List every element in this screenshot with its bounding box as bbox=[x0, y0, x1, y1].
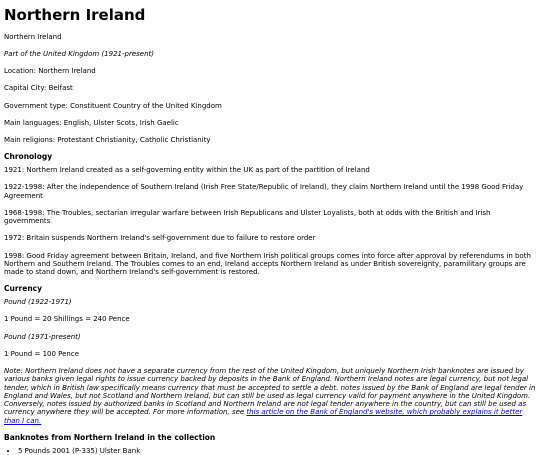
banknotes-list bbox=[4, 447, 536, 455]
government-line: Government type: Constituent Country of the United Kingdom bbox=[4, 101, 222, 110]
location-line: Location: Northern Ireland bbox=[4, 67, 96, 75]
chronology-event: 1972: Britain suspends Northern Ireland's self-government due to failure to restore order bbox=[4, 234, 316, 243]
page-title: Northern Ireland bbox=[4, 6, 146, 24]
country-name: Northern Ireland bbox=[4, 32, 62, 41]
banknotes-heading: Banknotes from Northern Ireland in the collection bbox=[4, 432, 216, 442]
capital-line: Capital City: Belfast bbox=[4, 84, 73, 93]
bank-of-england-link[interactable]: this article on the Bank of England's website, which probably explains it better than I can. bbox=[4, 408, 523, 425]
country-status: Part of the United Kingdom (1921-present) bbox=[4, 49, 155, 58]
currency-rate-2: 1 Pound = 100 Pence bbox=[4, 349, 80, 358]
chronology-section bbox=[4, 153, 536, 276]
chronology-heading: Chronology bbox=[4, 152, 53, 162]
currency-rate-1: 1 Pound = 20 Shillings = 240 Pence bbox=[4, 315, 130, 324]
currency-note-text: Note: Northern Ireland does not have a separate currency from the rest of the United Kingdom, but uniquely Northern Irish banknotes are issued by various banks given legal rights to issue currency backed by deposits in the Bank of England. Northern Ireland notes are legal currency, but not legal tender, which in British law specifically means currency that must be accepted to settle a debt. notes issued by the Bank of England are legal tender in England and Wales, but not Scotland and Northern Ireland, but can still be used as legal currency valid for payment anywhere in the United Kingdom. Conversely, notes issued by authorized banks in Scotland and Northern Ireland are not legal tender anywhere in the country, but can still be used as currency anywhere they will be accepted. For more information, see bbox=[4, 367, 536, 417]
banknotes-section bbox=[4, 434, 536, 455]
currency-period-2: Pound (1971-present) bbox=[4, 332, 81, 341]
currency-note bbox=[4, 367, 535, 425]
currency-section bbox=[4, 285, 536, 425]
currency-period-1: Pound (1922-1971) bbox=[4, 298, 72, 307]
religions-line: Main religions: Protestant Christianity, Catholic Christianity bbox=[4, 136, 211, 144]
chronology-event: 1998: Good Friday agreement between Britain, Ireland, and five Northern Irish political groups comes into force after approval by referendums in both Northern and Southern Ireland. The Troubles comes to an end, Ireland accepts Northern Ireland as under British sovereignty, paramilitary groups are made to stand down, and Northern Ireland's self-government is restored. bbox=[4, 251, 531, 277]
languages-line: Main languages: English, Ulster Scots, Irish Gaelic bbox=[4, 118, 179, 127]
chronology-event: 1921: Northern Ireland created as a self-governing entity within the UK as part of the partition of Ireland bbox=[4, 166, 370, 175]
currency-heading: Currency bbox=[4, 284, 43, 294]
chronology-event: 1968-1998: The Troubles, sectarian irregular warfare between Irish Republicans and Ulster Loyalists, both at odds with the British and Irish governments bbox=[4, 208, 491, 226]
chronology-event: 1922-1998: After the independence of Southern Ireland (Irish Free State/Republic of Ireland), they claim Northern Ireland until the 1998 Good Friday Agreement bbox=[4, 183, 524, 200]
banknote-item: • 5 Pounds 2001 (P-335) Ulster Bank bbox=[18, 447, 536, 455]
